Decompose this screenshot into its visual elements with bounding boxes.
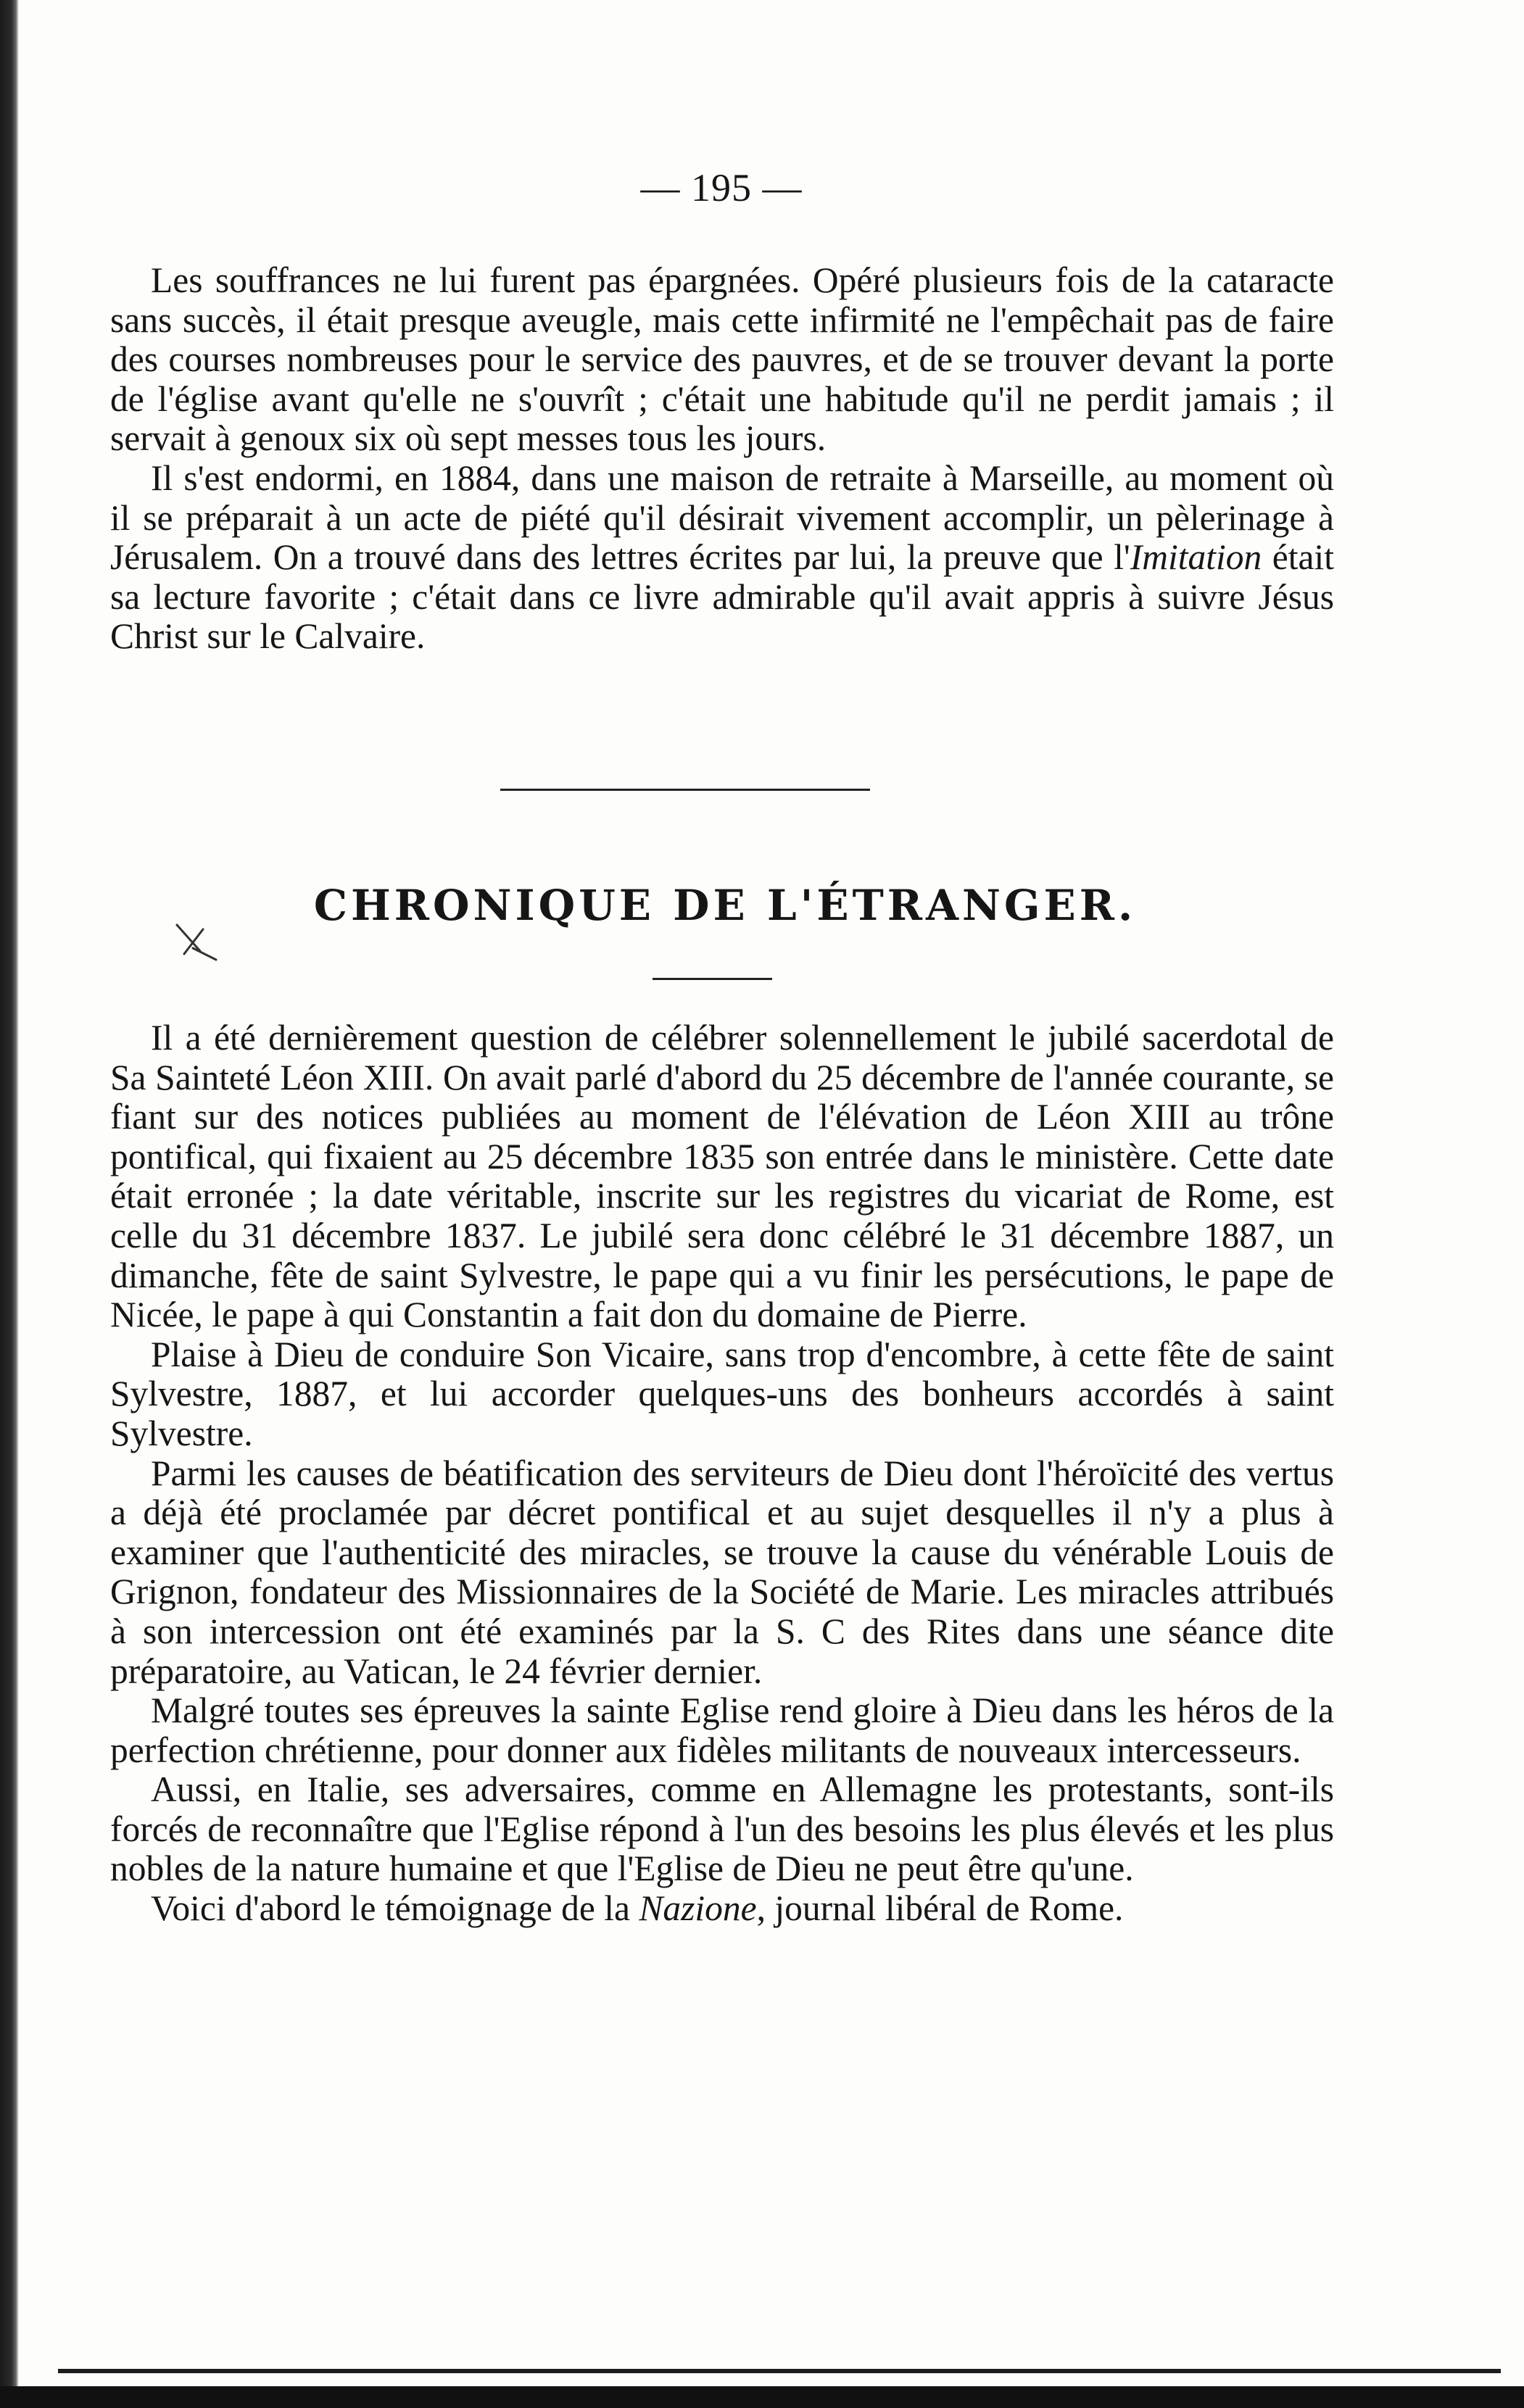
text-run: Il s'est endormi, en 1884, dans une maison de retraite à Marseille, au moment où il se préparait à un acte de piété qu'il désirait vivement accomplir, un pèlerinage à Jérusalem. On a trouvé dans des lettres écrites par lui, la preuve que l' (110, 457, 1334, 578)
paragraph (110, 459, 1334, 657)
paragraph: Les souffrances ne lui furent pas épargnées. Opéré plusieurs fois de la cataracte sans succès, il était presque aveugle, mais cette infirmité ne l'empêchait pas de faire des courses nombreuses pour le service des pauvres, et de se trouver devant la porte de l'église avant qu'elle ne s'ouvrît ; c'était une habitude qu'il ne perdit jamais ; il servait à genoux six où sept messes tous les jours. (110, 260, 1334, 459)
title-underline (653, 978, 772, 980)
italic-title: Nazione (639, 1888, 757, 1929)
section-title: CHRONIQUE DE L'ÉTRANGER. (313, 881, 1137, 930)
binding-shadow (0, 0, 19, 2408)
paragraph: Parmi les causes de béatification des serviteurs de Dieu dont l'héroïcité des vertus a déjà été proclamée par décret pontifical et au sujet desquelles il n'y a plus à examiner que l'authenticité des miracles, se trouve la cause du vénérable Louis de Grignon, fondateur des Missionnaires de la Société de Marie. Les miracles attribués à son intercession ont été examinés par la S. C des Rites dans une séance dite préparatoire, au Vatican, le 24 février dernier. (110, 1453, 1334, 1691)
bottom-rule (58, 2369, 1501, 2373)
paragraph: Malgré toutes ses épreuves la sainte Eglise rend gloire à Dieu dans les héros de la perfection chrétienne, pour donner aux fidèles militants de nouveaux intercesseurs. (110, 1690, 1334, 1770)
paragraph: Il a été dernièrement question de célébrer solennellement le jubilé sacerdotal de Sa Sainteté Léon XIII. On avait parlé d'abord du 25 décembre de l'année courante, se fiant sur des notices publiées au moment de l'élévation de Léon XIII au trône pontifical, qui fixaient au 25 décembre 1835 son entrée dans le ministère. Cette date était erronée ; la date véritable, inscrite sur les registres du vicariat de Rome, est celle du 31 décembre 1837. Le jubilé sera donc célébré le 31 décembre 1887, un dimanche, fête de saint Sylvestre, le pape qui a vu finir les persécutions, le pape de Nicée, le pape à qui Constantin a fait don du domaine de Pierre. (110, 1018, 1334, 1335)
text-run: , journal libéral de Rome. (756, 1888, 1124, 1929)
scan-bottom-edge (0, 2386, 1524, 2408)
paragraph (110, 1889, 1334, 1929)
paragraph: Plaise à Dieu de conduire Son Vicaire, sans trop d'encombre, à cette fête de saint Sylvestre, 1887, et lui accorder quelques-uns des bonheurs accordés à saint Sylvestre. (110, 1334, 1334, 1453)
paragraph: Aussi, en Italie, ses adversaires, comme en Allemagne les protestants, sont-ils forcés de reconnaître que l'Eglise répond à l'un des besoins les plus élevés et les plus nobles de la nature humaine et que l'Eglise de Dieu ne peut être qu'une. (110, 1769, 1334, 1889)
italic-title: Imitation (1130, 537, 1262, 578)
text-block-top (110, 261, 1334, 657)
text-run: Voici d'abord le témoignage de la (151, 1888, 639, 1929)
page-number: — 195 — (640, 166, 803, 209)
section-divider (500, 789, 870, 791)
text-block-chronicle (110, 1018, 1334, 1929)
text-run: était sa lecture favorite ; c'était dans ce livre admirable qu'il avait appris à suivre Jésus Christ sur le Calvaire. (110, 537, 1335, 657)
